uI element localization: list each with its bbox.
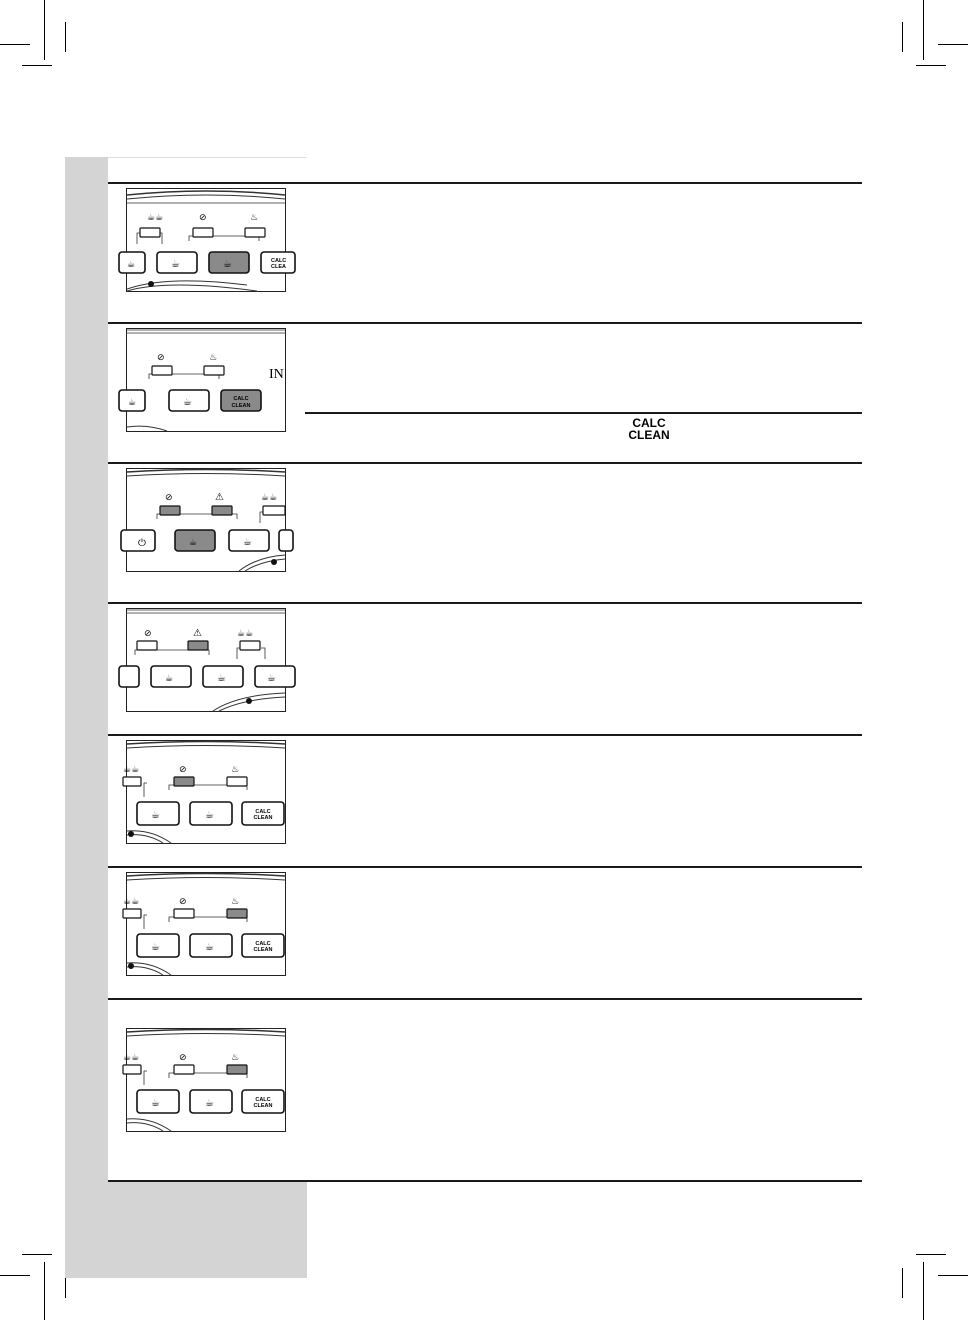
svg-text:CALC: CALC	[233, 396, 249, 402]
indicator-led	[212, 506, 232, 515]
indicator-led	[245, 228, 265, 237]
svg-text:☕: ☕	[183, 397, 192, 408]
svg-text:♨: ♨	[231, 1053, 240, 1063]
svg-text:♨: ♨	[231, 897, 240, 907]
svg-text:⊘: ⊘	[179, 897, 187, 907]
svg-text:♨: ♨	[231, 765, 240, 775]
control-panel-step-1	[126, 188, 286, 292]
header-rule	[108, 157, 307, 158]
indicator-led	[263, 506, 285, 515]
svg-text:♨: ♨	[209, 353, 218, 363]
svg-text:☕☕: ☕☕	[123, 897, 140, 907]
svg-text:☕: ☕	[127, 260, 136, 270]
no-water-icon	[179, 765, 187, 775]
svg-text:CALC: CALC	[271, 258, 287, 264]
no-water-icon	[179, 1053, 187, 1063]
descale-icon	[231, 1053, 239, 1063]
clean-word: CLEAN	[628, 428, 670, 442]
svg-text:☕: ☕	[217, 673, 226, 684]
indicator-led	[123, 1065, 141, 1074]
svg-text:⚠: ⚠	[193, 628, 202, 639]
svg-text:☕☕: ☕☕	[261, 493, 278, 503]
svg-text:IN: IN	[269, 367, 284, 382]
svg-text:CLEAN: CLEAN	[253, 1103, 273, 1109]
svg-text:⏻: ⏻	[138, 538, 146, 549]
control-panel-step-2	[126, 328, 286, 432]
page-sidebar	[65, 157, 108, 1278]
svg-text:☕☕: ☕☕	[147, 213, 164, 223]
no-water-icon	[144, 629, 152, 639]
descale-icon	[250, 213, 258, 223]
svg-text:☕: ☕	[151, 810, 160, 821]
svg-text:☕: ☕	[205, 1098, 214, 1109]
svg-text:CALC: CALC	[255, 1097, 271, 1103]
svg-text:☕: ☕	[165, 674, 174, 684]
control-panel-step-7	[123, 1028, 286, 1132]
double-cup-icon	[237, 629, 253, 639]
descale-icon	[209, 353, 217, 363]
svg-text:☕: ☕	[151, 1098, 160, 1109]
indicator-led	[152, 366, 172, 375]
svg-text:☕: ☕	[205, 810, 214, 821]
control-panel-step-6	[123, 872, 286, 976]
svg-text:CALC: CALC	[255, 941, 271, 947]
double-cup-icon	[123, 765, 139, 775]
svg-text:⊘: ⊘	[144, 629, 152, 639]
svg-text:♨: ♨	[250, 213, 259, 223]
warning-icon	[215, 492, 224, 503]
no-water-icon	[199, 213, 207, 223]
control-panel-step-5	[123, 740, 286, 844]
warning-icon	[193, 628, 202, 639]
svg-text:☕: ☕	[128, 398, 137, 408]
svg-text:☕: ☕	[151, 942, 160, 953]
indicator-led	[174, 909, 194, 918]
svg-text:☕☕: ☕☕	[123, 765, 140, 775]
indicator-led	[123, 909, 141, 918]
indicator-led	[137, 641, 157, 650]
no-water-icon	[157, 353, 165, 363]
indicator-led	[227, 1065, 247, 1074]
descale-icon	[231, 765, 239, 775]
double-cup-icon	[147, 213, 163, 223]
indicator-led	[123, 777, 141, 786]
svg-text:⊘: ⊘	[199, 213, 207, 223]
svg-text:☕: ☕	[171, 259, 180, 270]
svg-text:CLEA: CLEA	[271, 264, 286, 270]
indicator-led	[227, 909, 247, 918]
double-cup-icon	[261, 493, 277, 503]
svg-text:☕: ☕	[189, 538, 198, 548]
svg-text:☕: ☕	[243, 537, 252, 548]
svg-text:☕: ☕	[267, 673, 276, 684]
indicator-led	[174, 777, 194, 786]
double-cup-icon	[123, 897, 139, 907]
svg-text:⊘: ⊘	[157, 353, 165, 363]
svg-text:CLEAN: CLEAN	[253, 815, 273, 821]
indicator-led	[188, 641, 208, 650]
svg-text:⚠: ⚠	[215, 492, 224, 503]
indicator-led	[160, 506, 180, 515]
svg-text:⊘: ⊘	[165, 493, 173, 503]
svg-text:CLEAN: CLEAN	[253, 947, 273, 953]
page-sidebar-footer	[65, 1182, 307, 1278]
svg-text:⊘: ⊘	[179, 1053, 187, 1063]
svg-text:☕☕: ☕☕	[123, 1053, 140, 1063]
indicator-led	[140, 228, 160, 237]
svg-text:CLEAN: CLEAN	[231, 403, 251, 409]
svg-text:☕: ☕	[223, 259, 232, 270]
calc-clean-inline-label	[609, 417, 689, 441]
indicator-led	[204, 366, 224, 375]
indicator-led	[240, 641, 260, 650]
indicator-led	[227, 777, 247, 786]
svg-text:☕: ☕	[205, 942, 214, 953]
double-cup-icon	[123, 1053, 139, 1063]
svg-text:⊘: ⊘	[179, 765, 187, 775]
svg-text:☕☕: ☕☕	[237, 629, 254, 639]
no-water-icon	[165, 493, 173, 503]
control-panel-step-4	[126, 608, 286, 712]
descale-icon	[231, 897, 239, 907]
calc-word: CALC	[632, 416, 666, 430]
control-panel-step-3	[126, 468, 286, 572]
indicator-led	[193, 228, 213, 237]
no-water-icon	[179, 897, 187, 907]
svg-text:CALC: CALC	[255, 809, 271, 815]
indicator-led	[174, 1065, 194, 1074]
